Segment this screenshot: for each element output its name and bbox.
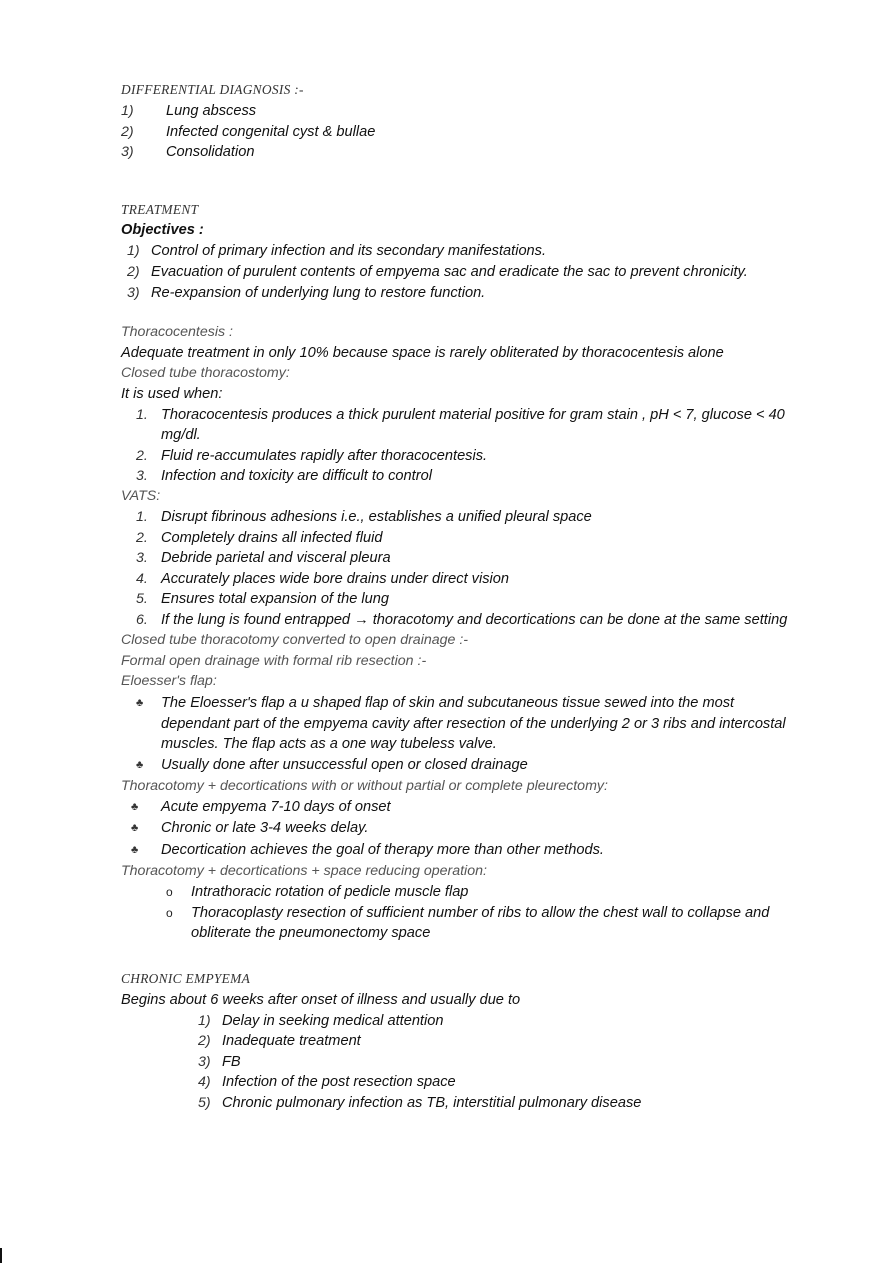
space-item-cont: obliterate the pneumonectomy space [191, 925, 431, 941]
decort-item: Chronic or late 3-4 weeks delay. [161, 820, 369, 836]
differential-num: 2) [121, 124, 134, 140]
differential-item: Infected congenital cyst & bullae [166, 124, 376, 140]
decort-item: Acute empyema 7-10 days of onset [161, 799, 391, 815]
vats-num: 6. [136, 612, 148, 628]
chronic-item: Delay in seeking medical attention [222, 1013, 444, 1029]
chronic-item: FB [222, 1054, 241, 1070]
club-bullet-icon: ♣ [131, 822, 139, 834]
vats-title: VATS: [121, 488, 161, 504]
eloesser-item: The Eloesser's flap a u shaped flap of skin and subcutaneous tissue sewed into the most [161, 695, 735, 711]
vats-item: Ensures total expansion of the lung [161, 591, 389, 607]
club-bullet-icon: ♣ [136, 697, 144, 709]
vats-num: 3. [136, 550, 148, 566]
vats-item: Disrupt fibrinous adhesions i.e., establishes a unified pleural space [161, 509, 592, 525]
eloesser-item-cont: dependant part of the empyema cavity after resection of the underlying 2 or 3 ribs and intercostal [161, 716, 786, 732]
objective-num: 2) [127, 264, 140, 280]
club-bullet-icon: ♣ [136, 759, 144, 771]
chronic-item: Chronic pulmonary infection as TB, interstitial pulmonary disease [222, 1095, 642, 1111]
chronic-num: 2) [198, 1033, 211, 1049]
space-item: Intrathoracic rotation of pedicle muscle flap [191, 884, 469, 900]
objective-num: 3) [127, 285, 140, 301]
objectives-label: Objectives : [121, 222, 204, 238]
chronic-num: 5) [198, 1095, 211, 1111]
objective-num: 1) [127, 243, 140, 259]
open-drainage-title: Closed tube thoracotomy converted to open drainage :- [121, 632, 469, 648]
decort-title: Thoracotomy + decortications with or without partial or complete pleurectomy: [121, 778, 608, 794]
closed-tube-item: Infection and toxicity are difficult to control [161, 468, 432, 484]
chronic-heading: CHRONIC EMPYEMA [121, 971, 251, 986]
circle-bullet-icon: o [166, 885, 173, 899]
rib-resection-title: Formal open drainage with formal rib resection :- [121, 653, 427, 669]
differential-num: 3) [121, 144, 134, 160]
chronic-num: 4) [198, 1074, 211, 1090]
decort-item: Decortication achieves the goal of therapy more than other methods. [161, 842, 604, 858]
differential-item: Consolidation [166, 144, 255, 160]
chronic-num: 3) [198, 1054, 211, 1070]
eloesser-item-cont: muscles. The flap acts as a one way tubeless valve. [161, 736, 497, 752]
closed-tube-item: Thoracocentesis produces a thick purulent material positive for gram stain , pH < 7, glucose < 40 [161, 407, 785, 423]
vats-num: 5. [136, 591, 148, 607]
objective-item: Re-expansion of underlying lung to restore function. [151, 285, 486, 301]
objective-item: Control of primary infection and its secondary manifestations. [151, 243, 547, 259]
club-bullet-icon: ♣ [131, 801, 139, 813]
chronic-intro: Begins about 6 weeks after onset of illness and usually due to [121, 992, 521, 1008]
used-when-label: It is used when: [121, 386, 223, 402]
chronic-num: 1) [198, 1013, 211, 1029]
vats-num: 4. [136, 571, 148, 587]
closed-tube-num: 3. [136, 468, 148, 484]
thoracocentesis-text: Adequate treatment in only 10% because space is rarely obliterated by thoracocentesis alone [121, 345, 724, 361]
closed-tube-num: 2. [136, 448, 148, 464]
vats-item: Completely drains all infected fluid [161, 530, 383, 546]
differential-heading: DIFFERENTIAL DIAGNOSIS :- [121, 82, 304, 97]
vats-item: Accurately places wide bore drains under direct vision [161, 571, 509, 587]
vats-num: 1. [136, 509, 148, 525]
chronic-item: Infection of the post resection space [222, 1074, 456, 1090]
treatment-heading: TREATMENT [121, 202, 199, 217]
eloesser-title: Eloesser's flap: [121, 673, 217, 689]
closed-tube-title: Closed tube thoracostomy: [121, 365, 290, 381]
scan-edge-mark [0, 1248, 2, 1263]
space-item: Thoracoplasty resection of sufficient number of ribs to allow the chest wall to collapse and [191, 905, 770, 921]
chronic-item: Inadequate treatment [222, 1033, 361, 1049]
differential-item: Lung abscess [166, 103, 257, 119]
differential-num: 1) [121, 103, 134, 119]
closed-tube-num: 1. [136, 407, 148, 423]
thoracocentesis-title: Thoracocentesis : [121, 324, 233, 340]
vats-num: 2. [136, 530, 148, 546]
circle-bullet-icon: o [166, 906, 173, 920]
objective-item: Evacuation of purulent contents of empyema sac and eradicate the sac to prevent chronicity. [151, 264, 748, 280]
club-bullet-icon: ♣ [131, 844, 139, 856]
vats-item: Debride parietal and visceral pleura [161, 550, 391, 566]
space-title: Thoracotomy + decortications + space reducing operation: [121, 863, 487, 879]
vats-item: If the lung is found entrapped → thoracotomy and decortications can be done at the same setting [161, 612, 788, 628]
closed-tube-item: Fluid re-accumulates rapidly after thoracocentesis. [161, 448, 488, 464]
eloesser-item: Usually done after unsuccessful open or closed drainage [161, 757, 528, 773]
closed-tube-item-cont: mg/dl. [161, 427, 201, 443]
